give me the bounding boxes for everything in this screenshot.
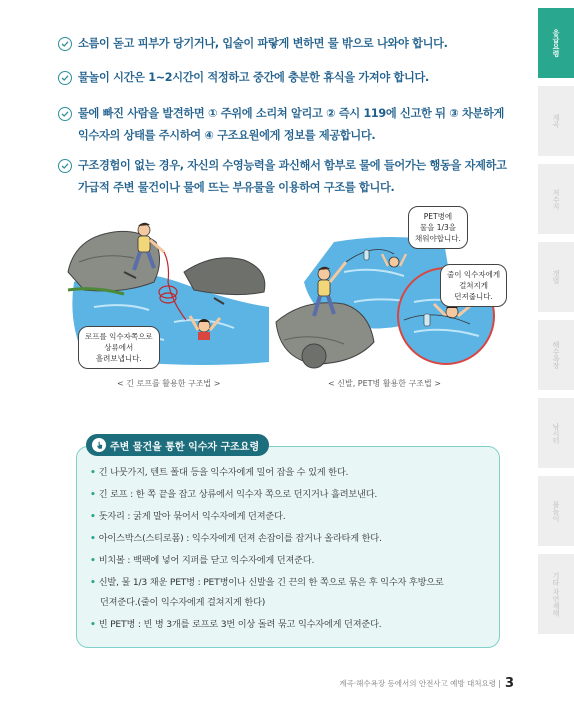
tab-fishing[interactable]: 낚시터 (538, 398, 574, 468)
tip-item (58, 68, 429, 88)
check-icon (58, 71, 72, 85)
tip-text: 물놀이 시간은 1~2시간이 적정하고 중간에 충분한 휴식을 가져야 합니다. (78, 71, 429, 84)
tip-item (58, 34, 448, 54)
rescue-tip-item: • 돗자리 : 굵게 말아 묶어서 익수자에게 던져준다. (90, 511, 286, 522)
check-icon (58, 37, 72, 51)
rescue-tip-item: • 긴 나뭇가지, 텐트 폴대 등을 익수자에게 밀어 잡을 수 있게 한다. (90, 467, 349, 478)
tip-item (58, 156, 507, 198)
page-number: 3 (504, 676, 514, 691)
tab-beach[interactable]: 해수욕장 (538, 320, 574, 390)
rescue-tip-item: • 긴 로프 : 한 쪽 끝을 잡고 상류에서 익수자 쪽으로 던지거나 흘려보낸다. (90, 489, 378, 500)
chapter-tabs (538, 0, 574, 720)
bottle-shoe-rescue-caption: < 신발, PET병 활용한 구조법 > (328, 379, 441, 388)
tip-text: 가급적 주변 물건이나 물에 뜨는 부유물을 이용하여 구조를 합니다. (78, 181, 395, 194)
throw-tip-bubble: 줄이 익수자에게 걸쳐지게 던져줍니다. (440, 264, 507, 307)
check-icon (58, 107, 72, 121)
rescue-tip-item: • 아이스박스(스티로폼) : 익수자에게 던져 손잡이를 잡거나 올라타게 한다. (90, 533, 382, 544)
tip-text: 구조경험이 없는 경우, 자신의 수영능력을 과신해서 함부로 물에 들어가는 행동을 자제하고 (78, 159, 507, 172)
rescue-tip-item-continued: 던져준다.(줄이 익수자에게 걸쳐지게 한다) (100, 597, 266, 608)
rope-rescue-bubble: 로프를 익수자쪽으로 상류에서 흘려보냅니다. (78, 326, 160, 369)
tab-natural-disaster[interactable]: 기타 자연재해 (538, 554, 574, 634)
rope-rescue-caption: < 긴 로프를 활용한 구조법 > (117, 379, 221, 388)
tab-mudflat[interactable]: 갯벌 (538, 242, 574, 312)
check-icon (58, 159, 72, 173)
rescue-tip-item: • 빈 PET병 : 빈 병 3개를 로프로 3번 이상 돌려 묶고 익수자에게 던져준다. (90, 619, 382, 630)
tip-text: 소름이 돋고 피부가 당기거나, 입술이 파랗게 변하면 물 밖으로 나와야 합니다. (78, 37, 448, 50)
rescue-tip-item: • 비치볼 : 백팩에 넣어 지퍼를 닫고 익수자에게 던져준다. (90, 555, 315, 566)
rescue-tips-title: 주변 물건을 통한 익수자 구조요령 (86, 434, 269, 456)
bottle-tip-bubble: PET병에 물을 1/3을 채워야합니다. (408, 206, 468, 249)
tip-text: 익수자의 상태를 주시하여 ④ 구조요원에게 정보를 제공합니다. (78, 129, 376, 142)
tab-reservoir[interactable]: 저수지 (538, 164, 574, 234)
tab-first-aid[interactable]: 응급요령 (538, 8, 574, 78)
hand-pointer-icon (92, 438, 106, 452)
tip-text: 물에 빠진 사람을 발견하면 ① 주위에 소리쳐 알리고 ② 즉시 119에 신고한 뒤 ③ 차분하게 (78, 107, 505, 120)
page-footer (339, 676, 514, 691)
tab-water-play[interactable]: 물놀이 (538, 476, 574, 546)
rescue-tip-item: • 신발, 물 1/3 채운 PET병 : PET병이나 신발을 긴 끈의 한 쪽으로 묶은 후 익수자 후방으로 (90, 577, 444, 588)
tip-item (58, 104, 504, 146)
tab-valley[interactable]: 계곡 (538, 86, 574, 156)
footer-title: 계곡·해수욕장 등에서의 안전사고 예방 대처요령 | (339, 679, 501, 688)
